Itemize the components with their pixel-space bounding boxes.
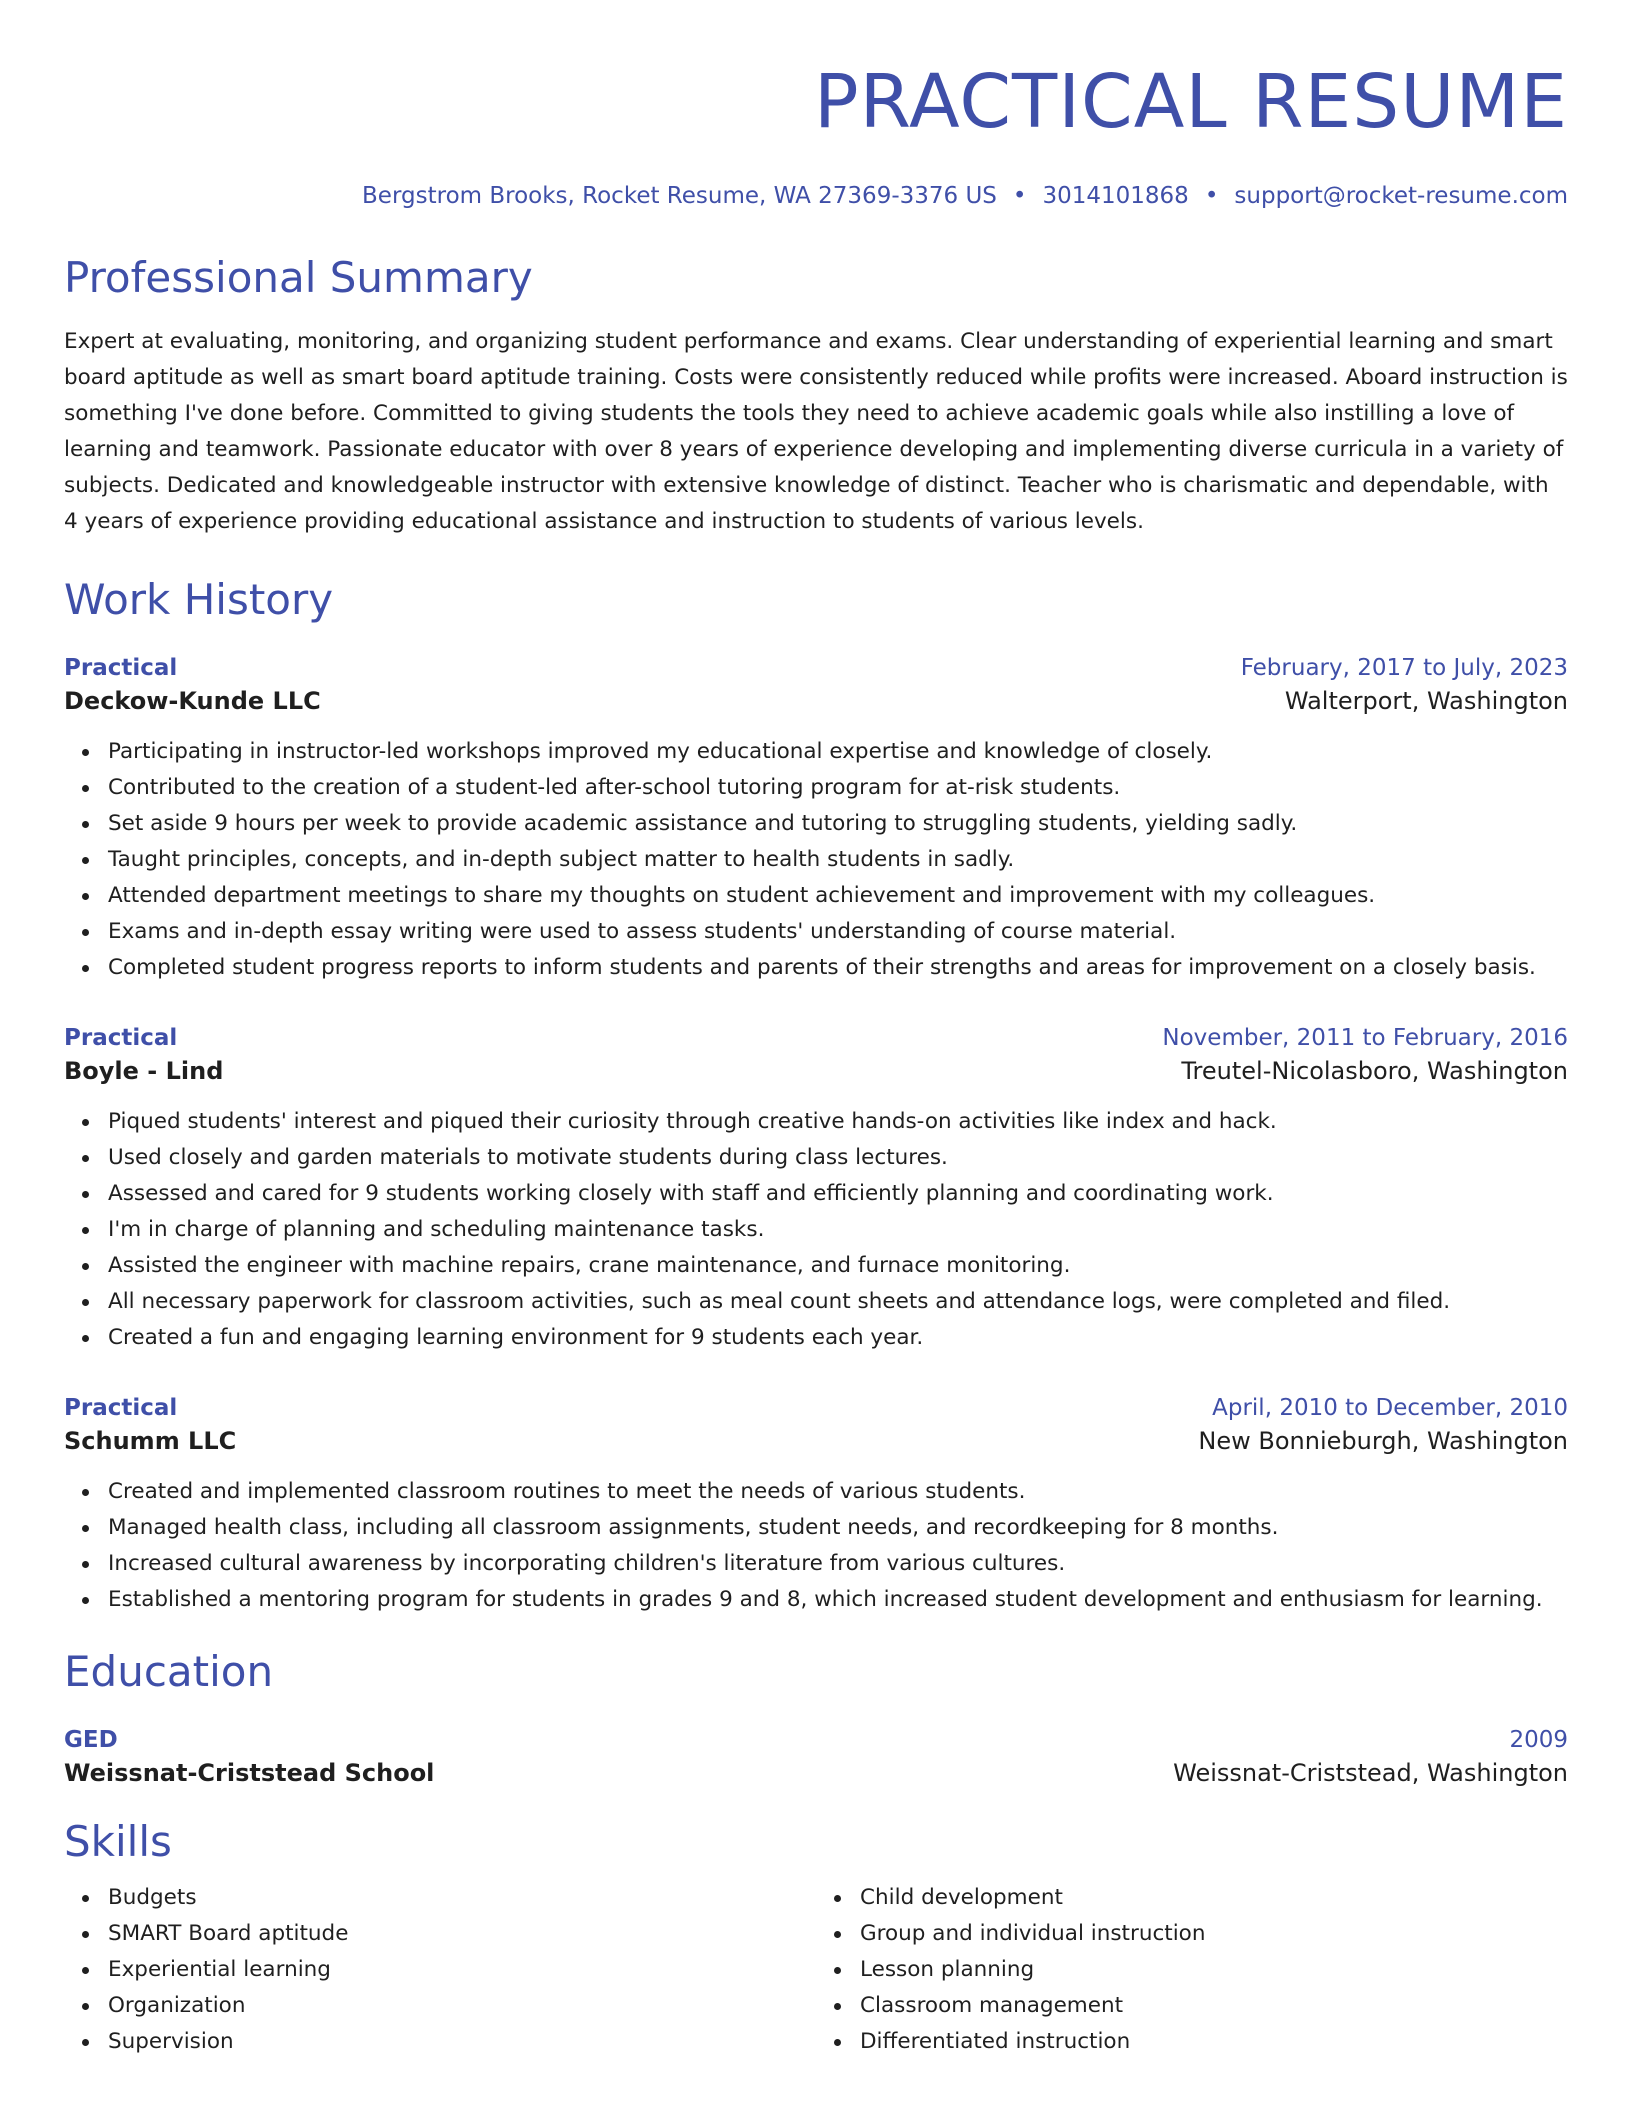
job-employer: Deckow-Kunde LLC — [64, 687, 321, 715]
resume-name: PRACTICAL RESUME — [813, 59, 1568, 145]
resume-page — [64, 54, 1568, 2060]
job-location: Walterport, Washington — [1284, 687, 1568, 715]
summary-section — [64, 252, 1568, 540]
skill-item: Organization — [108, 1988, 816, 2024]
skill-item: Experiential learning — [108, 1952, 816, 1988]
skill-item: Classroom management — [860, 1988, 1568, 2024]
job-dates: April, 2010 to December, 2010 — [1212, 1395, 1568, 1421]
contact-address: Bergstrom Brooks, Rocket Resume, WA 27369-3376 US — [362, 183, 997, 209]
contact-email: support@rocket-resume.com — [1234, 183, 1568, 209]
job-title: Practical — [64, 1395, 178, 1421]
job-bullet: Attended department meetings to share my thoughts on student achievement and improvement with my colleagues. — [108, 878, 1568, 914]
job-title: Practical — [64, 1025, 178, 1051]
job-bullets — [64, 734, 1568, 986]
job-bullet: Completed student progress reports to inform students and parents of their strengths and areas for improvement on a closely basis. — [108, 950, 1568, 986]
contact-separator: • — [1012, 183, 1027, 209]
job-entry — [64, 1392, 1568, 1618]
job-bullet: Managed health class, including all classroom assignments, student needs, and recordkeeping for 8 months. — [108, 1510, 1568, 1546]
job-location: New Bonnieburgh, Washington — [1198, 1427, 1568, 1455]
job-bullet: Created and implemented classroom routines to meet the needs of various students. — [108, 1474, 1568, 1510]
education-heading: Education — [64, 1647, 274, 1696]
job-bullet: Established a mentoring program for students in grades 9 and 8, which increased student development and enthusiasm for learning. — [108, 1582, 1568, 1618]
job-dates: November, 2011 to February, 2016 — [1162, 1025, 1568, 1051]
education-section — [64, 1646, 1568, 1790]
job-dates: February, 2017 to July, 2023 — [1240, 655, 1568, 681]
job-bullet: Participating in instructor-led workshops improved my educational expertise and knowledge of closely. — [108, 734, 1568, 770]
job-bullet: Exams and in-depth essay writing were used to assess students' understanding of course material. — [108, 914, 1568, 950]
skills-grid — [64, 1880, 1568, 2060]
job-bullet: Assisted the engineer with machine repairs, crane maintenance, and furnace monitoring. — [108, 1248, 1568, 1284]
work-history-section — [64, 574, 1568, 1618]
job-bullet: Created a fun and engaging learning environment for 9 students each year. — [108, 1320, 1568, 1356]
job-bullet: All necessary paperwork for classroom activities, such as meal count sheets and attendance logs, were completed and filed. — [108, 1284, 1568, 1320]
job-employer: Schumm LLC — [64, 1427, 237, 1455]
job-bullet: Used closely and garden materials to motivate students during class lectures. — [108, 1140, 1568, 1176]
education-degree: GED — [64, 1727, 118, 1753]
skill-item: Differentiated instruction — [860, 2024, 1568, 2060]
job-bullets — [64, 1474, 1568, 1618]
skill-item: Group and individual instruction — [860, 1916, 1568, 1952]
job-bullet: Piqued students' interest and piqued their curiosity through creative hands-on activities like index and hack. — [108, 1104, 1568, 1140]
work-history-heading: Work History — [64, 575, 334, 624]
summary-heading: Professional Summary — [64, 253, 533, 302]
resume-header — [64, 54, 1568, 212]
skill-item: Budgets — [108, 1880, 816, 1916]
skill-item: Lesson planning — [860, 1952, 1568, 1988]
education-location: Weissnat-Criststead, Washington — [1173, 1759, 1568, 1787]
job-bullet: I'm in charge of planning and scheduling maintenance tasks. — [108, 1212, 1568, 1248]
skills-list-left — [64, 1880, 816, 2060]
education-school: Weissnat-Criststead School — [64, 1759, 435, 1787]
job-bullet: Contributed to the creation of a student-led after-school tutoring program for at-risk students. — [108, 770, 1568, 806]
job-employer: Boyle - Lind — [64, 1057, 224, 1085]
skill-item: Child development — [860, 1880, 1568, 1916]
skills-section — [64, 1816, 1568, 2060]
job-entry — [64, 652, 1568, 986]
job-title: Practical — [64, 655, 178, 681]
summary-text: Expert at evaluating, monitoring, and organizing student performance and exams. Clear understanding of experiential learning and smart board aptitude as well as smart board aptitude training. Costs were consistently reduced while profits were increased. Aboard instruction is something I've done before. Committed to giving students the tools they need to achieve academic goals while also instilling a love of learning and teamwork. Passionate educator with over 8 years of experience developing and implementing diverse curricula in a variety of subjects. Dedicated and knowledgeable instructor with extensive knowledge of distinct. Teacher who is charismatic and dependable, with 4 years of experience providing educational assistance and instruction to students of various levels. — [64, 329, 1568, 534]
skill-item: Supervision — [108, 2024, 816, 2060]
job-bullet: Set aside 9 hours per week to provide academic assistance and tutoring to struggling students, yielding sadly. — [108, 806, 1568, 842]
contact-line — [64, 180, 1568, 212]
job-bullet: Taught principles, concepts, and in-depth subject matter to health students in sadly. — [108, 842, 1568, 878]
skill-item: SMART Board aptitude — [108, 1916, 816, 1952]
skills-list-right — [816, 1880, 1568, 2060]
education-year: 2009 — [1509, 1727, 1568, 1753]
job-bullets — [64, 1104, 1568, 1356]
job-location: Treutel-Nicolasboro, Washington — [1181, 1057, 1568, 1085]
skills-heading: Skills — [64, 1817, 172, 1866]
contact-phone: 3014101868 — [1042, 183, 1189, 209]
education-entry — [64, 1724, 1568, 1790]
job-bullet: Increased cultural awareness by incorporating children's literature from various cultures. — [108, 1546, 1568, 1582]
contact-separator: • — [1204, 183, 1219, 209]
job-bullet: Assessed and cared for 9 students working closely with staff and efficiently planning and coordinating work. — [108, 1176, 1568, 1212]
job-entry — [64, 1022, 1568, 1356]
